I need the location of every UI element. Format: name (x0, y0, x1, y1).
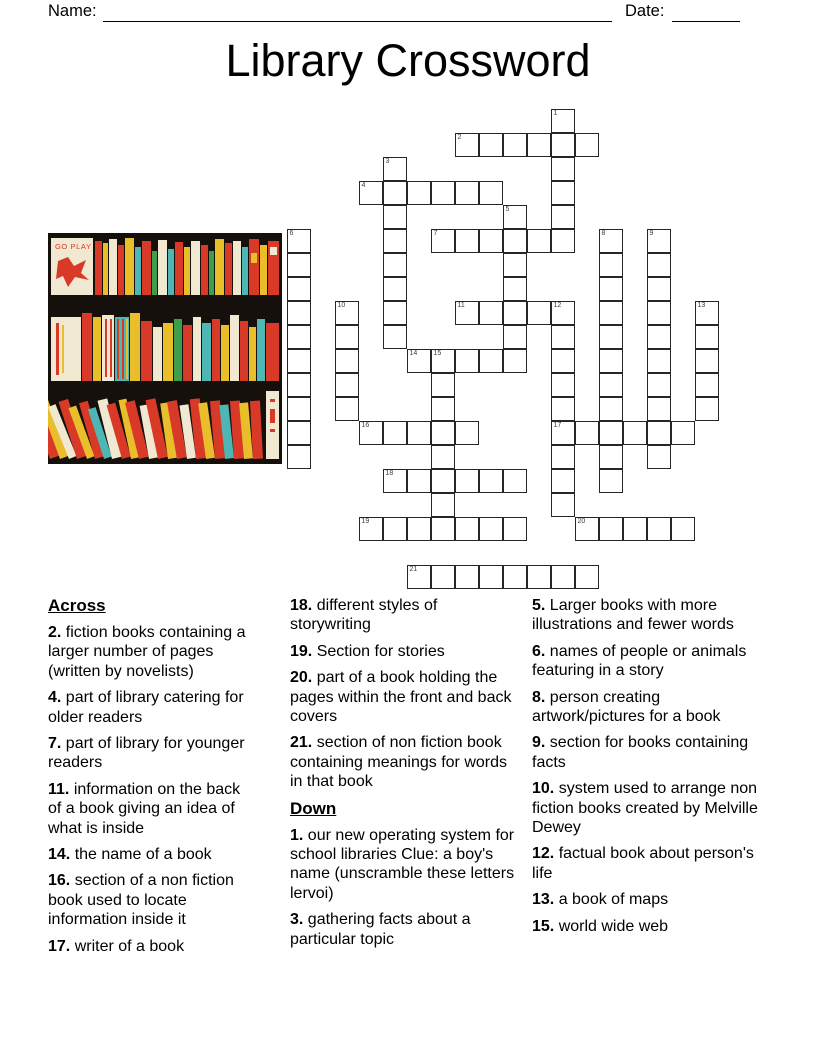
clue-number: 8. (532, 688, 550, 706)
cell-number: 18 (385, 470, 394, 477)
clue-number: 16. (48, 872, 75, 890)
grid-cell (647, 301, 671, 325)
clue-section-heading: Across (48, 596, 106, 615)
clue-item: 21. section of non fiction book containing meanings for words in that book (290, 734, 508, 791)
grid-cell (695, 397, 719, 421)
grid-cell (551, 565, 575, 589)
grid-cell (527, 565, 551, 589)
grid-cell (287, 229, 311, 253)
crossword-grid (287, 109, 719, 589)
cell-number: 7 (433, 230, 438, 237)
clue-number: 5. (532, 597, 550, 614)
clue-item: 15. world wide web (532, 917, 669, 935)
grid-cell (287, 397, 311, 421)
grid-cell (503, 325, 527, 349)
cell-number: 12 (553, 302, 562, 309)
grid-cell (575, 565, 599, 589)
clue-item: 18. different styles of storywriting (290, 597, 438, 634)
grid-cell (599, 397, 623, 421)
grid-cell (287, 349, 311, 373)
cell-number: 10 (337, 302, 346, 309)
grid-cell (647, 325, 671, 349)
book-spine-text: GO PLAY (55, 242, 92, 251)
clue-number: 2. (48, 624, 66, 641)
grid-cell (503, 229, 527, 253)
cell-number: 6 (289, 230, 294, 237)
grid-cell (503, 205, 527, 229)
grid-cell (407, 349, 431, 373)
grid-cell (383, 469, 407, 493)
grid-cell (647, 445, 671, 469)
grid-cell (431, 421, 455, 445)
grid-cell (479, 133, 503, 157)
grid-cell (383, 421, 407, 445)
grid-cell (287, 325, 311, 349)
grid-cell (623, 421, 647, 445)
clue-item: 12. factual book about person's life (532, 845, 754, 882)
grid-cell (599, 277, 623, 301)
grid-cell (455, 565, 479, 589)
clue-number: 12. (532, 845, 559, 863)
date-label: Date: (625, 2, 665, 20)
grid-cell (503, 301, 527, 325)
grid-cell (695, 373, 719, 397)
grid-cell (431, 469, 455, 493)
clue-item: 11. information on the back of a book giving an idea of what is inside (48, 780, 241, 837)
clue-item: 4. part of library catering for older readers (48, 689, 244, 726)
clue-number: 14. (48, 846, 75, 864)
grid-cell (575, 517, 599, 541)
grid-cell (503, 565, 527, 589)
clue-item: 16. section of a non fiction book used to locate information inside it (48, 872, 234, 929)
cell-number: 9 (649, 230, 654, 237)
grid-cell (455, 469, 479, 493)
cell-number: 2 (457, 134, 462, 141)
grid-cell (551, 421, 575, 445)
grid-cell (575, 421, 599, 445)
grid-cell (551, 469, 575, 493)
grid-cell (455, 349, 479, 373)
grid-cell (503, 469, 527, 493)
clue-number: 11. (48, 780, 74, 798)
grid-cell (335, 349, 359, 373)
cell-number: 20 (577, 518, 586, 525)
grid-cell (647, 277, 671, 301)
grid-cell (647, 397, 671, 421)
grid-cell (575, 133, 599, 157)
grid-cell (287, 301, 311, 325)
clue-item: 1. our new operating system for school libraries Clue: a boy's name (unscramble these letters lervoi) (290, 826, 515, 902)
clue-item: 10. system used to arrange non fiction books created by Melville Dewey (532, 780, 758, 837)
grid-cell (647, 229, 671, 253)
cell-number: 4 (361, 182, 366, 189)
grid-cell (551, 445, 575, 469)
clue-item: 17. writer of a book (48, 937, 185, 955)
clue-number: 17. (48, 937, 75, 955)
clue-item: 2. fiction books containing a larger number of pages (written by novelists) (48, 624, 246, 680)
clue-item: 19. Section for stories (290, 642, 445, 660)
clue-number: 15. (532, 917, 559, 935)
grid-cell (431, 373, 455, 397)
grid-cell (551, 301, 575, 325)
grid-cell (503, 277, 527, 301)
grid-cell (431, 229, 455, 253)
grid-cell (479, 469, 503, 493)
grid-cell (383, 157, 407, 181)
clue-item: 14. the name of a book (48, 846, 212, 864)
clue-number: 1. (290, 826, 308, 844)
grid-cell (407, 517, 431, 541)
grid-cell (647, 373, 671, 397)
grid-cell (287, 421, 311, 445)
grid-cell (383, 517, 407, 541)
date-fill-line (672, 3, 740, 22)
grid-cell (551, 325, 575, 349)
page-title: Library Crossword (225, 35, 591, 86)
grid-cell (647, 517, 671, 541)
grid-cell (647, 349, 671, 373)
clue-item: 9. section for books containing facts (532, 734, 749, 771)
grid-cell (503, 349, 527, 373)
cell-number: 14 (409, 350, 418, 357)
grid-cell (359, 517, 383, 541)
cell-number: 21 (409, 566, 418, 573)
grid-cell (599, 301, 623, 325)
grid-cell (431, 181, 455, 205)
clue-number: 6. (532, 642, 550, 660)
cell-number: 15 (433, 350, 442, 357)
clue-column-1 (48, 596, 248, 963)
cell-number: 5 (505, 206, 510, 213)
clue-number: 21. (290, 734, 317, 752)
clue-number: 10. (532, 780, 559, 798)
clue-number: 9. (532, 734, 550, 752)
grid-cell (407, 181, 431, 205)
grid-cell (551, 205, 575, 229)
grid-cell (335, 373, 359, 397)
name-fill-line (103, 3, 612, 22)
cell-number: 1 (553, 110, 558, 117)
grid-cell (287, 253, 311, 277)
grid-cell (599, 325, 623, 349)
grid-cell (503, 517, 527, 541)
grid-cell (527, 133, 551, 157)
bookshelf-image (48, 233, 282, 464)
grid-cell (335, 325, 359, 349)
clue-item: 3. gathering facts about a particular topic (290, 911, 471, 948)
grid-cell (431, 445, 455, 469)
clue-item: 5. Larger books with more illustrations and fewer words (532, 597, 734, 634)
clue-number: 4. (48, 689, 66, 707)
name-label: Name: (48, 2, 97, 20)
grid-cell (287, 373, 311, 397)
grid-cell (383, 205, 407, 229)
cell-number: 17 (553, 422, 562, 429)
clue-number: 3. (290, 911, 308, 929)
clue-item: 20. part of a book holding the pages within the front and back covers (290, 669, 512, 726)
clue-column-3 (532, 596, 765, 943)
cell-number: 13 (697, 302, 706, 309)
grid-cell (455, 421, 479, 445)
clue-item: 7. part of library for younger readers (48, 735, 245, 772)
grid-cell (551, 157, 575, 181)
grid-cell (551, 109, 575, 133)
cell-number: 19 (361, 518, 370, 525)
grid-cell (551, 349, 575, 373)
grid-cell (695, 349, 719, 373)
clue-number: 19. (290, 642, 317, 660)
grid-cell (431, 397, 455, 421)
clue-number: 13. (532, 891, 559, 909)
grid-cell (599, 517, 623, 541)
grid-cell (407, 565, 431, 589)
clue-number: 7. (48, 735, 66, 753)
grid-cell (551, 133, 575, 157)
grid-cell (551, 181, 575, 205)
grid-cell (695, 325, 719, 349)
cell-number: 8 (601, 230, 606, 237)
grid-cell (455, 133, 479, 157)
grid-cell (647, 421, 671, 445)
grid-cell (479, 565, 503, 589)
grid-cell (551, 229, 575, 253)
grid-cell (599, 445, 623, 469)
grid-cell (431, 517, 455, 541)
grid-cell (335, 397, 359, 421)
grid-cell (599, 373, 623, 397)
bookshelf-row-middle (51, 313, 279, 381)
grid-cell (383, 253, 407, 277)
grid-cell (407, 421, 431, 445)
grid-cell (383, 325, 407, 349)
grid-cell (359, 181, 383, 205)
clue-number: 20. (290, 669, 317, 687)
grid-cell (527, 229, 551, 253)
grid-cell (503, 253, 527, 277)
grid-cell (623, 517, 647, 541)
clue-item: 13. a book of maps (532, 891, 669, 909)
cell-number: 16 (361, 422, 370, 429)
grid-cell (479, 229, 503, 253)
grid-cell (551, 397, 575, 421)
grid-cell (335, 301, 359, 325)
grid-cell (455, 229, 479, 253)
grid-cell (527, 301, 551, 325)
clue-item: 8. person creating artwork/pictures for a book (532, 688, 721, 726)
grid-cell (599, 469, 623, 493)
grid-cell (407, 469, 431, 493)
grid-cell (431, 349, 455, 373)
grid-cell (431, 565, 455, 589)
grid-cell (383, 301, 407, 325)
grid-cell (383, 229, 407, 253)
grid-cell (359, 421, 383, 445)
grid-cell (479, 349, 503, 373)
grid-cell (671, 517, 695, 541)
grid-cell (695, 301, 719, 325)
grid-cell (383, 277, 407, 301)
grid-cell (599, 349, 623, 373)
grid-cell (431, 493, 455, 517)
clue-column-2 (290, 596, 518, 956)
clue-number: 18. (290, 597, 317, 614)
grid-cell (599, 229, 623, 253)
grid-cell (455, 301, 479, 325)
grid-cell (599, 421, 623, 445)
grid-cell (383, 181, 407, 205)
cell-number: 3 (385, 158, 390, 165)
grid-cell (287, 445, 311, 469)
grid-cell (455, 181, 479, 205)
clue-section-heading: Down (290, 798, 337, 818)
grid-cell (479, 301, 503, 325)
grid-cell (479, 181, 503, 205)
grid-cell (503, 133, 527, 157)
grid-cell (479, 517, 503, 541)
grid-cell (647, 253, 671, 277)
grid-cell (551, 373, 575, 397)
grid-cell (455, 517, 479, 541)
grid-cell (551, 493, 575, 517)
grid-cell (671, 421, 695, 445)
grid-cell (287, 277, 311, 301)
grid-cell (599, 253, 623, 277)
clue-item: 6. names of people or animals featuring in a story (532, 642, 747, 680)
cell-number: 11 (457, 302, 465, 309)
